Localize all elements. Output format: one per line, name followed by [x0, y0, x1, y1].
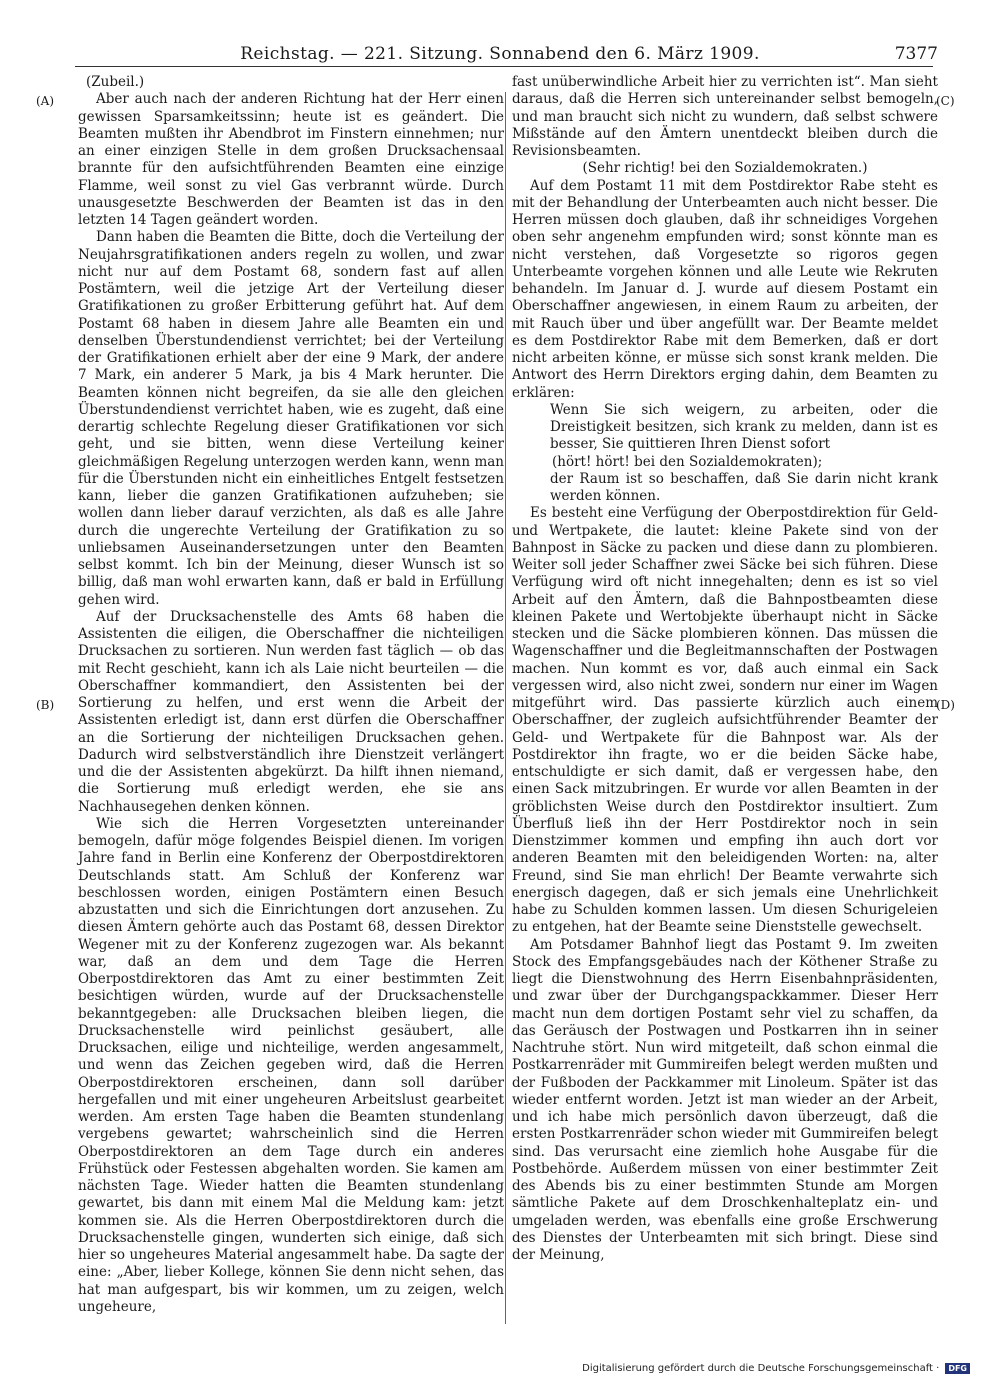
interjection: (hört! hört! bei den Sozialdemokraten);: [552, 453, 823, 470]
speaker-name: (Zubeil.): [86, 74, 145, 90]
quotation: Wenn Sie sich weigern, zu arbeiten, oder die Dreistigkeit besitzen, sich krank zu melden, dann ist es besser, Sie quittieren Ihren Dienst sofort: [550, 401, 938, 453]
paragraph: Es besteht eine Verfügung der Oberpostdirektion für Geld- und Wertpakete, die lautet: kleine Pakete sind von der Bahnpost in Säcke zu packen und diese dann zu plombieren. Weiter soll jeder Schaffner zwei Säcke bei sich führen. Diese Verfügung wird oft nicht innegehalten; denn es ist so viel Arbeit auf den Ämtern, daß die Bahnpostbeamten diese kleinen Pakete und Wertobjekte überhaupt nicht in Säcke stecken und die Säcke plombieren können. Das müssen die Wagenschaffner und die Begleitmannschaften der Postwagen machen. Nun kommt es vor, daß auch einmal ein Sack vergessen wird, also nicht zwei, sondern nur einer im Wagen mitgeführt wird. Das passierte kürzlich auch einem Oberschaffner, der zugleich aufsichtführender Beamter der Geld- und Wertpakete für die Bahnpost war. Als der Postdirektor ihn fragte, wo er die beiden Säcke habe, entschuldigte er sich damit, daß er vergessen habe, den einen Sack mitzubringen. Er wurde vor allen Beamten in der gröblichsten Weise durch den Postdirektor insultiert. Zum Überfluß ließ ihn der Herr Postdirektor noch in sein Dienstzimmer kommen und empfing ihn auch dort vor anderen Beamten mit den beleidigenden Worten: na, alter Freund, sind Sie man ehrlich! Der Beamte verwahrte sich energisch dagegen, daß er sich jemals eine Unehrlichkeit habe zu Schulden kommen lassen. Um diesen Schurigeleien zu entgehen, hat der Beamte seine Dienststelle gewechselt.: [512, 505, 938, 936]
paragraph: Am Potsdamer Bahnhof liegt das Postamt 9. Im zweiten Stock des Empfangsgebäudes nach der Köthener Straße zu liegt die Dienstwohnung des Herrn Eisenbahnpräsidenten, und zwar über der Durchgangspackkammer. Dieser Herr macht nun dem dortigen Postamt sehr viel zu schaffen, da das Geräusch der Postwagen und Postkarren ihn in seiner Nachtruhe stört. Nun wird mitgeteilt, daß schon einmal die Postkarrenräder mit Gummireifen belegt werden mußten und der Fußboden der Packkammer mit Linoleum. Später ist das wieder entfernt worden. Jetzt ist man wieder an der Arbeit, und ich habe mich persönlich davon überzeugt, daß die ersten Postkarrenräder schon wieder mit Gummireifen belegt sind. Das verursacht eine ziemlich hohe Ausgabe für die Postbehörde. Außerdem müssen von einer bestimmter Zeit des Abends bis zu einer bestimmten Stunde am Morgen sämtliche Pakete auf dem Droschkenhalteplatz ein- und umgeladen werden, was ebenfalls eine große Erschwerung des Dienstes der Unterbeamten mit sich bringt. Diese sind der Meinung,: [512, 936, 938, 1263]
dfg-logo-icon: DFG: [945, 1363, 970, 1374]
quotation: der Raum ist so beschaffen, daß Sie darin nicht krank werden können.: [550, 470, 938, 504]
left-column: [78, 74, 504, 1316]
margin-marker-a: (A): [36, 94, 55, 108]
page-number: 7377: [894, 44, 938, 64]
margin-marker-b: (B): [36, 698, 55, 712]
interjection: (Sehr richtig! bei den Sozialdemokraten.): [582, 160, 868, 177]
paragraph: Aber auch nach der anderen Richtung hat der Herr einen gewissen Sparsamkeitssinn; heute ist es geändert. Die Beamten mußten ihr Abendbrot im Finstern einnehmen; nur an einer einzigen Stelle in dem großen Drucksachensaal brannte für den aufsichtführenden Beamten eine einzige Flamme, weil sonst zu viel Gas verbrannt würde. Durch unausgesetzte Beschwerden der Beamten ist das in den letzten 14 Tagen geändert worden.: [78, 91, 504, 228]
page-header: [0, 38, 1000, 68]
paragraph: Auf dem Postamt 11 mit dem Postdirektor Rabe steht es mit der Behandlung der Unterbeamten auch nicht besser. Die Herren müssen doch glauben, daß ihr schneidiges Vorgehen oben sehr angenehm empfunden wird; sonst könnte man es nicht verstehen, daß Vorgesetzte so rigoros gegen Unterbeamte vorgehen können und alle Leute wie Rekruten behandeln. Im Januar d. J. wurde auf diesem Postamt ein Oberschaffner angewiesen, in einem Raum zu arbeiten, der mit Rauch über und über angefüllt war. Der Beamte meldet es dem Postdirektor Rabe mit dem Bemerken, daß er dort nicht arbeiten könne, er müsse sich sonst krank melden. Die Antwort des Herrn Direktors erging dahin, dem Beamten zu erklären:: [512, 177, 938, 401]
margin-marker-c: (C): [936, 94, 955, 108]
margin-marker-d: (D): [936, 698, 955, 712]
header-rule: [75, 66, 933, 67]
digitization-credit: [582, 1363, 970, 1374]
paragraph: Dann haben die Beamten die Bitte, doch die Verteilung der Neujahrsgratifikationen anders regeln zu wollen, und zwar nicht nur auf dem Postamt 68, sondern fast auf allen Postämtern, weil die jetzige Art der Verteilung dieser Gratifikationen zu großer Erbitterung geführt hat. Auf dem Postamt 68 haben in diesem Jahre alle Beamten ein und denselben Überstundendienst verrichtet; bei der Verteilung der Gratifikationen erhielt aber der eine 9 Mark, der andere 7 Mark, ein anderer 5 Mark, ja bis 4 Mark herunter. Die Beamten können nicht begreifen, da sie alle den gleichen Überstundendienst verrichtet haben, wie es zugeht, daß eine derartig schlechte Regelung dieser Gratifikationen vor sich geht, und sie bitten, wenn diese Verteilung keiner gleichmäßigen Regelung unterzogen werden kann, wenn man für die Überstunden nicht ein einheitliches Entgelt festsetzen kann, lieber die ganzen Gratifikationen aufzuheben; sie wollen dann lieber darauf verzichten, als daß es alle Jahre durch die ungerechte Verteilung der Gratifikation zu so unliebsamen Auseinandersetzungen unter den Beamten selbst kommt. Ich bin der Meinung, dieser Wunsch ist so billig, daß man wohl erwarten kann, daß er bald in Erfüllung gehen wird.: [78, 229, 504, 608]
paragraph: Auf der Drucksachenstelle des Amts 68 haben die Assistenten die eiligen, die Oberschaffner die nichteiligen Drucksachen zu sortieren. Nun werden fast täglich — ob das mit Recht geschieht, kann ich als Laie nicht beurteilen — die Oberschaffner kommandiert, den Assistenten bei der Sortierung zu helfen, und erst wenn die Arbeit der Assistenten erledigt ist, dann erst dürfen die Oberschaffner an die Sortierung der nichteiligen Drucksachen gehen. Dadurch wird selbstverständlich ihre Dienstzeit verlängert und die der Assistenten abgekürzt. Da hilft ihnen niemand, die Sortierung muß erledigt werden, ehe sie ans Nachhausegehen denken können.: [78, 608, 504, 815]
paragraph: Wie sich die Herren Vorgesetzten untereinander bemogeln, dafür möge folgendes Beispiel dienen. Im vorigen Jahre fand in Berlin eine Konferenz der Oberpostdirektoren Deutschlands statt. Am Schluß der Konferenz war beschlossen worden, einigen Postämtern einen Besuch abzustatten und sich die Einrichtungen dort anzusehen. Zu diesen Ämtern gehörte auch das Postamt 68, dessen Direktor Wegener mit zu der Konferenz zugezogen war. Als bekannt war, daß an dem und dem Tage die Herren Oberpostdirektoren das Amt zu einer bestimmten Zeit besichtigen würden, wurde auf der Drucksachenstelle bekanntgegeben: alle Drucksachen bleiben liegen, die Drucksachenstelle wird peinlichst gesäubert, alle Drucksachen, eilige und nichteilige, werden angesammelt, und wenn das Zeichen gegeben wird, daß die Herren Oberpostdirektoren erscheinen, dann soll darüber hergefallen und mit einer ungeheuren Arbeitslust gearbeitet werden. Am ersten Tage haben die Beamten stundenlang vergebens gewartet; wahrscheinlich sind die Herren Oberpostdirektoren an dem Tage durch ein anderes Frühstück oder Festessen abgehalten worden. Sie kamen am nächsten Tage. Wieder hatten die Beamten stundenlang gewartet, bis dann mit einem Mal die Meldung kam: jetzt kommen sie. Als die Herren Oberpostdirektoren durch die Drucksachenstelle gingen, wunderten sich einige, daß sich hier so ungeheures Material angesammelt habe. Da sagte der eine: „Aber, lieber Kollege, können Sie denn nicht sehen, das hat man aufgespart, bis wir kommen, um zu zeigen, welch ungeheure,: [78, 815, 504, 1315]
credit-text: Digitalisierung gefördert durch die Deutsche Forschungsgemeinschaft ·: [582, 1363, 940, 1374]
column-divider: [505, 92, 506, 1324]
paragraph: fast unüberwindliche Arbeit hier zu verrichten ist“. Man sieht daraus, daß die Herren sich untereinander selbst bemogeln, und man braucht sich nicht zu wundern, daß selbst schwere Mißstände auf den Ämtern unentdeckt bleiben durch die Revisionsbeamten.: [512, 74, 938, 159]
running-title: Reichstag. — 221. Sitzung. Sonnabend den 6. März 1909.: [240, 44, 760, 64]
right-column: [512, 74, 938, 1264]
